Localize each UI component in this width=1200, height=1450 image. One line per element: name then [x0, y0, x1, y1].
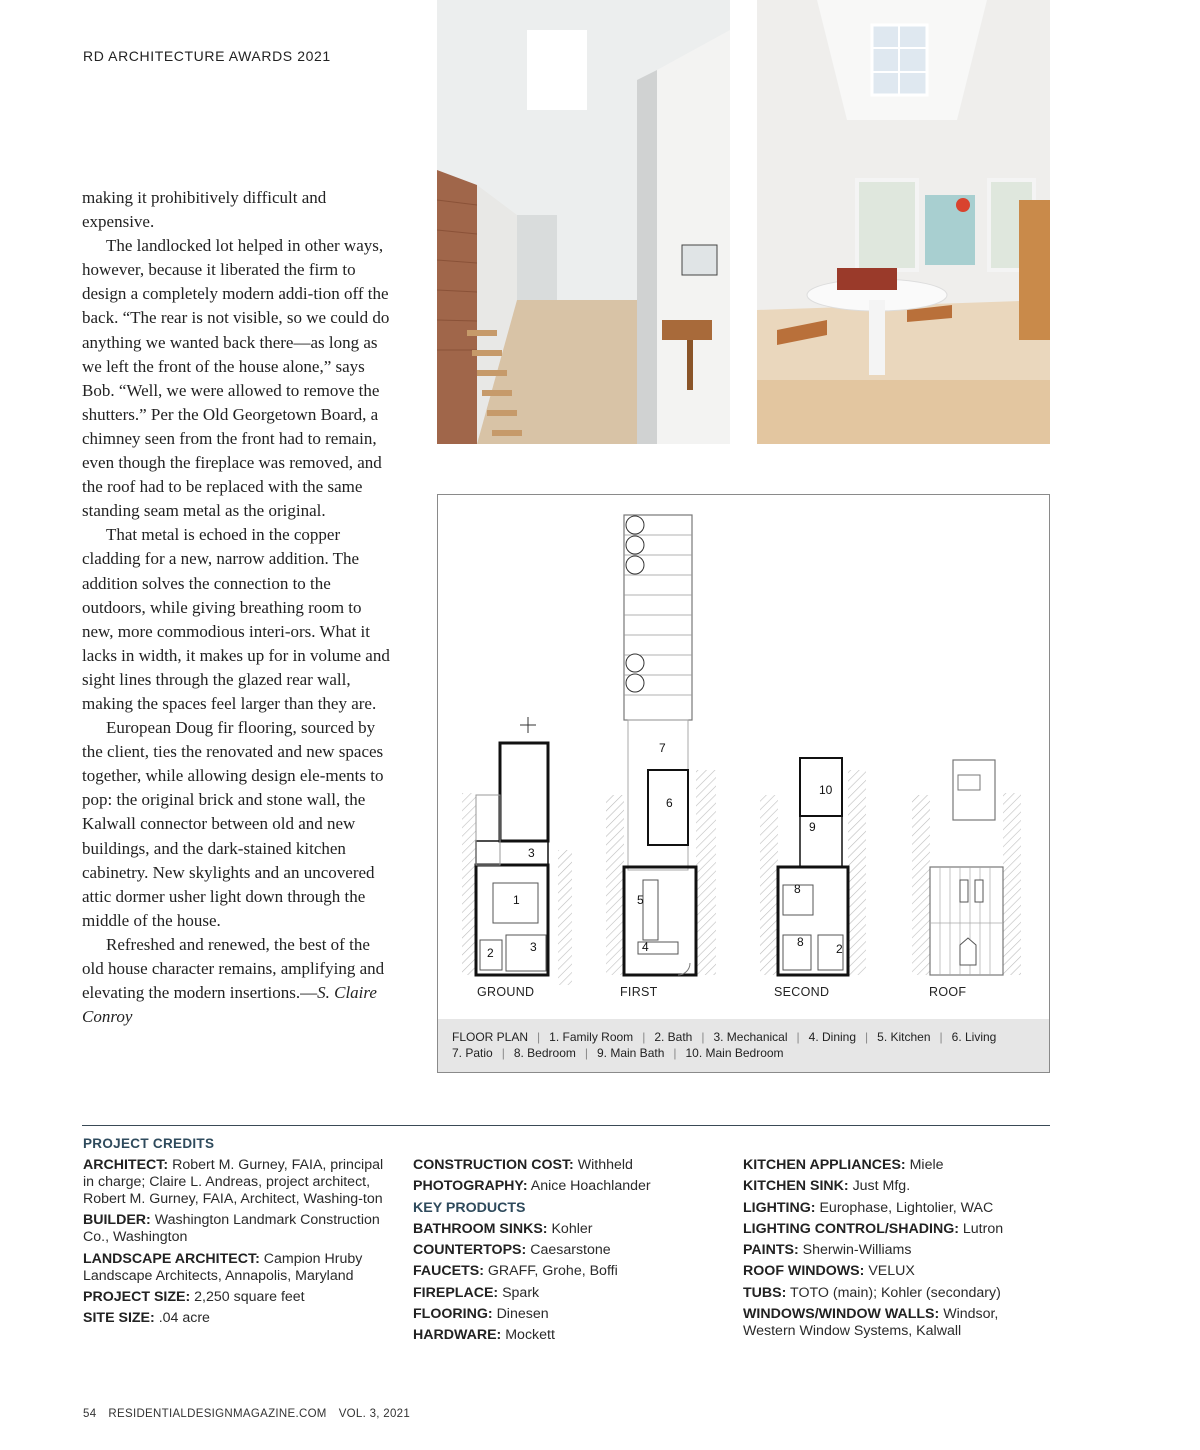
bedroom-table-photo	[757, 0, 1050, 444]
product-roof-windows: ROOF WINDOWS: VELUX	[743, 1263, 915, 1280]
ground-room-3-top: 3	[528, 846, 535, 860]
legend-item: 6. Living	[951, 1030, 997, 1044]
ground-plan	[462, 717, 572, 985]
product-tubs: TUBS: TOTO (main); Kohler (secondary)	[743, 1284, 1001, 1301]
product-flooring: FLOORING: Dinesen	[413, 1306, 549, 1323]
product-paints: PAINTS: Sherwin-Williams	[743, 1242, 912, 1259]
paragraph-1: making it prohibitively difficult and expensive.	[82, 188, 327, 232]
product-kitchen-appliances: KITCHEN APPLIANCES: Miele	[743, 1157, 944, 1173]
author-byline: S. Claire Conroy	[82, 983, 377, 1027]
legend-row-2: 7. Patio | 8. Bedroom | 9. Main Bath | 10. Main Bedroom	[452, 1046, 784, 1060]
level-label-roof: ROOF	[929, 985, 967, 999]
footer-volume: VOL. 3, 2021	[338, 1408, 411, 1420]
product-fireplace: FIREPLACE: Spark	[413, 1284, 540, 1301]
paragraph-5	[82, 933, 392, 1029]
second-room-8-bottom: 8	[797, 935, 804, 949]
second-room-9: 9	[809, 820, 816, 834]
product-lighting: LIGHTING: Europhase, Lightolier, WAC	[743, 1199, 994, 1216]
legend-item: 3. Mechanical	[713, 1030, 788, 1044]
legend-item: 7. Patio	[452, 1046, 493, 1060]
ground-room-2: 2	[487, 946, 494, 960]
legend-row-1: FLOOR PLAN | 1. Family Room | 2. Bath | 3. Mechanical | 4. Dining | 5. Kitchen | 6. Living	[452, 1030, 997, 1044]
floor-plan-drawings	[438, 495, 1049, 1019]
legend-item: 9. Main Bath	[597, 1046, 665, 1060]
article-body	[82, 186, 392, 1029]
first-room-6: 6	[666, 796, 673, 810]
legend-item: 10. Main Bedroom	[685, 1046, 784, 1060]
product-hardware: HARDWARE: Mockett	[413, 1327, 555, 1344]
legend-title: FLOOR PLAN	[452, 1030, 529, 1044]
credit-landscape-architect: LANDSCAPE ARCHITECT: Campion Hruby Landscape Architects, Annapolis, Maryland	[83, 1250, 363, 1284]
legend-item: 4. Dining	[808, 1030, 857, 1044]
credit-construction-cost: CONSTRUCTION COST: Withheld	[413, 1157, 633, 1173]
product-countertops: COUNTERTOPS: Caesarstone	[413, 1242, 611, 1259]
level-label-second: SECOND	[774, 985, 830, 999]
second-room-2: 2	[836, 942, 843, 956]
paragraph-5-text: Refreshed and renewed, the best of the old house character remains, amplifying and elevating the modern insertions.—	[82, 934, 385, 1003]
floor-plan-legend	[438, 1019, 1049, 1072]
legend-item: 8. Bedroom	[513, 1046, 576, 1060]
ground-room-1: 1	[513, 893, 520, 907]
legend-item: 2. Bath	[654, 1030, 693, 1044]
hallway-stair-photo	[437, 0, 730, 444]
credits-divider	[82, 1125, 1050, 1126]
ground-room-3-bottom: 3	[530, 940, 537, 954]
paragraph-3: That metal is echoed in the copper cladding for a new, narrow addition. The addition solves the connection to the outdoors, while giving breathing room to new, more commodious interi-ors. What it lacks in width, it makes up for in volume and sight lines through the glazed rear wall, making the spaces feel larger than they are.	[82, 525, 390, 713]
credit-builder: BUILDER: Washington Landmark Construction Co., Washington	[83, 1212, 380, 1246]
credit-architect: ARCHITECT: Robert M. Gurney, FAIA, principal in charge; Claire L. Andreas, project architect, Robert M. Gurney, FAIA, Architect, Washing-ton	[83, 1157, 384, 1207]
product-kitchen-sink: KITCHEN SINK: Just Mfg.	[743, 1178, 911, 1195]
magazine-section-header: RD ARCHITECTURE AWARDS 2021	[83, 48, 331, 64]
credits-column-2	[413, 1157, 723, 1349]
level-label-first: FIRST	[620, 985, 658, 999]
first-room-7: 7	[659, 741, 666, 755]
product-faucets: FAUCETS: GRAFF, Grohe, Boffi	[413, 1263, 618, 1280]
first-room-5: 5	[637, 893, 644, 907]
page-footer	[83, 1408, 422, 1420]
second-room-8-top: 8	[794, 882, 801, 896]
credit-photography: PHOTOGRAPHY: Anice Hoachlander	[413, 1178, 651, 1195]
level-label-ground: GROUND	[477, 985, 535, 999]
product-bathroom-sinks: BATHROOM SINKS: Kohler	[413, 1220, 593, 1237]
credits-column-3	[743, 1157, 1043, 1344]
roof-plan	[912, 760, 1021, 975]
credit-project-size: PROJECT SIZE: 2,250 square feet	[83, 1288, 305, 1305]
paragraph-2: The landlocked lot helped in other ways, however, because it liberated the firm to design a completely modern addi-tion off the back. “The rear is not visible, so we could do anything we wanted back there—as long as we left the front of the house alone,” says Bob. “Well, we were allowed to remove the shutters.” Per the Old Georgetown Board, a chimney seen from the front had to remain, even though the fireplace was removed, and the roof had to be replaced with the same standing seam metal as the original.	[82, 236, 390, 521]
product-windows: WINDOWS/WINDOW WALLS: Windsor, Western Window Systems, Kalwall	[743, 1306, 999, 1340]
product-lighting-control: LIGHTING CONTROL/SHADING: Lutron	[743, 1220, 1004, 1237]
paragraph-4: European Doug fir flooring, sourced by the client, ties the renovated and new spaces together, while allowing design ele-ments to pop: the original brick and stone wall, the Kalwall connector between old and new buildings, and the dark-stained kitchen cabinetry. New skylights and an uncovered attic dormer usher light down through the middle of the house.	[82, 718, 384, 930]
floor-plan-figure	[437, 494, 1050, 1073]
project-credits-title: PROJECT CREDITS	[83, 1136, 215, 1151]
credits-column-1	[83, 1157, 393, 1331]
legend-item: 1. Family Room	[549, 1030, 634, 1044]
page-number: 54	[83, 1408, 97, 1420]
legend-item: 5. Kitchen	[877, 1030, 931, 1044]
first-room-4: 4	[642, 940, 649, 954]
key-products-title: KEY PRODUCTS	[413, 1199, 526, 1216]
footer-site: RESIDENTIALDESIGNMAGAZINE.COM	[108, 1408, 327, 1420]
second-room-10: 10	[819, 783, 833, 797]
credit-site-size: SITE SIZE: .04 acre	[83, 1310, 210, 1327]
second-plan	[760, 758, 866, 975]
